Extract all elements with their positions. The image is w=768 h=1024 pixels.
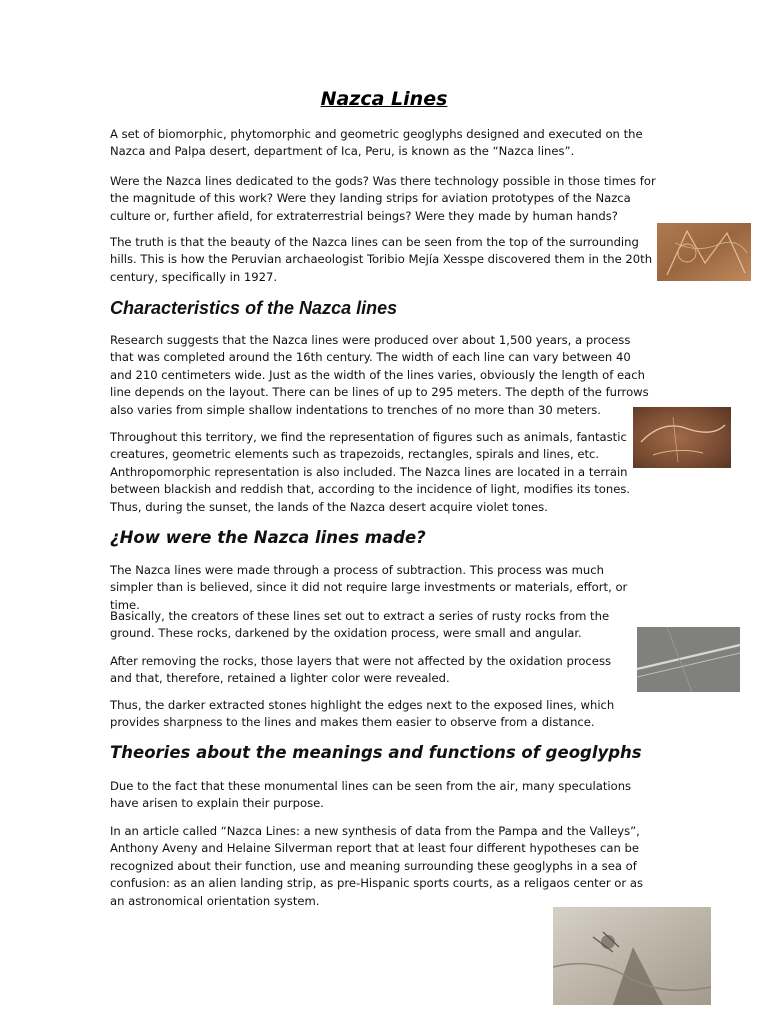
research-paragraph: Research suggests that the Nazca lines were produced over about 1,500 years, a process that was completed around the 16th century. The width of each line can vary between 40 and 210 centimeters wide. Just as the width of the lines varies, obviously the length of each line depends on the layout. There can be lines of up to 295 meters. The depth of the furrows also varies from simple shallow indentations to trenches of no more than 30 meters. [110, 333, 649, 417]
truth-paragraph: The truth is that the beauty of the Nazca lines can be seen from the top of the surrounding hills. This is how the Peruvian archaeologist Toribio Mejía Xesspe discovered them in the 20th century, specifically in 1927. [110, 235, 653, 284]
intro-paragraph: A set of biomorphic, phytomorphic and geometric geoglyphs designed and executed on the Nazca and Palpa desert, department of Ica, Peru, is known as the “Nazca lines”. [110, 127, 643, 159]
page-title: Nazca Lines [320, 88, 448, 110]
section-heading-characteristics: Characteristics of the Nazca lines [110, 298, 398, 318]
territory-paragraph: Throughout this territory, we find the representation of figures such as animals, fantastic creatures, geometric elements such as trapezoids, rectangles, spirals and lines, etc. Anthropomorphic representation is also included. The Nazca lines are located in a terrain between blackish and reddish that, according to the incidence of light, modifies its tones. Thus, during the sunset, the lands of the Nazca desert acquire violet tones. [110, 430, 631, 514]
thus-paragraph: Thus, the darker extracted stones highlight the edges next to the exposed lines, which provides sharpness to the lines and makes them easier to observe from a distance. [110, 698, 615, 730]
nazca-photo-4 [553, 907, 711, 1005]
after-paragraph: After removing the rocks, those layers that were not affected by the oxidation process and that, therefore, retained a lighter color were revealed. [110, 654, 612, 686]
nazca-photo-3 [637, 627, 740, 692]
due-paragraph: Due to the fact that these monumental lines can be seen from the air, many speculations have arisen to explain their purpose. [110, 779, 632, 811]
section-heading-how: ¿How were the Nazca lines made? [110, 528, 426, 547]
questions-paragraph: Were the Nazca lines dedicated to the gods? Was there technology possible in those times for the magnitude of this work? Were they landing strips for aviation prototypes of the Nazca culture or, further afield, for extraterrestrial beings? Were they made by human hands? [110, 174, 656, 223]
subtraction-paragraph: The Nazca lines were made through a process of subtraction. This process was much simpler than is believed, since it did not require large investments or materials, effort, or time. [110, 563, 628, 612]
section-heading-theories: Theories about the meanings and functions of geoglyphs [110, 743, 642, 762]
nazca-photo-1 [657, 223, 751, 281]
article-paragraph: In an article called “Nazca Lines: a new synthesis of data from the Pampa and the Valleys”, Anthony Aveny and Helaine Silverman report that at least four different hypotheses can be recognized about their function, use and meaning surrounding these geoglyphs in a sea of confusion: as an alien landing strip, as pre-Hispanic sports courts, as a religaos center or as an astronomical orientation system. [110, 824, 643, 908]
basically-paragraph: Basically, the creators of these lines set out to extract a series of rusty rocks from the ground. These rocks, darkened by the oxidation process, were small and angular. [110, 609, 610, 641]
